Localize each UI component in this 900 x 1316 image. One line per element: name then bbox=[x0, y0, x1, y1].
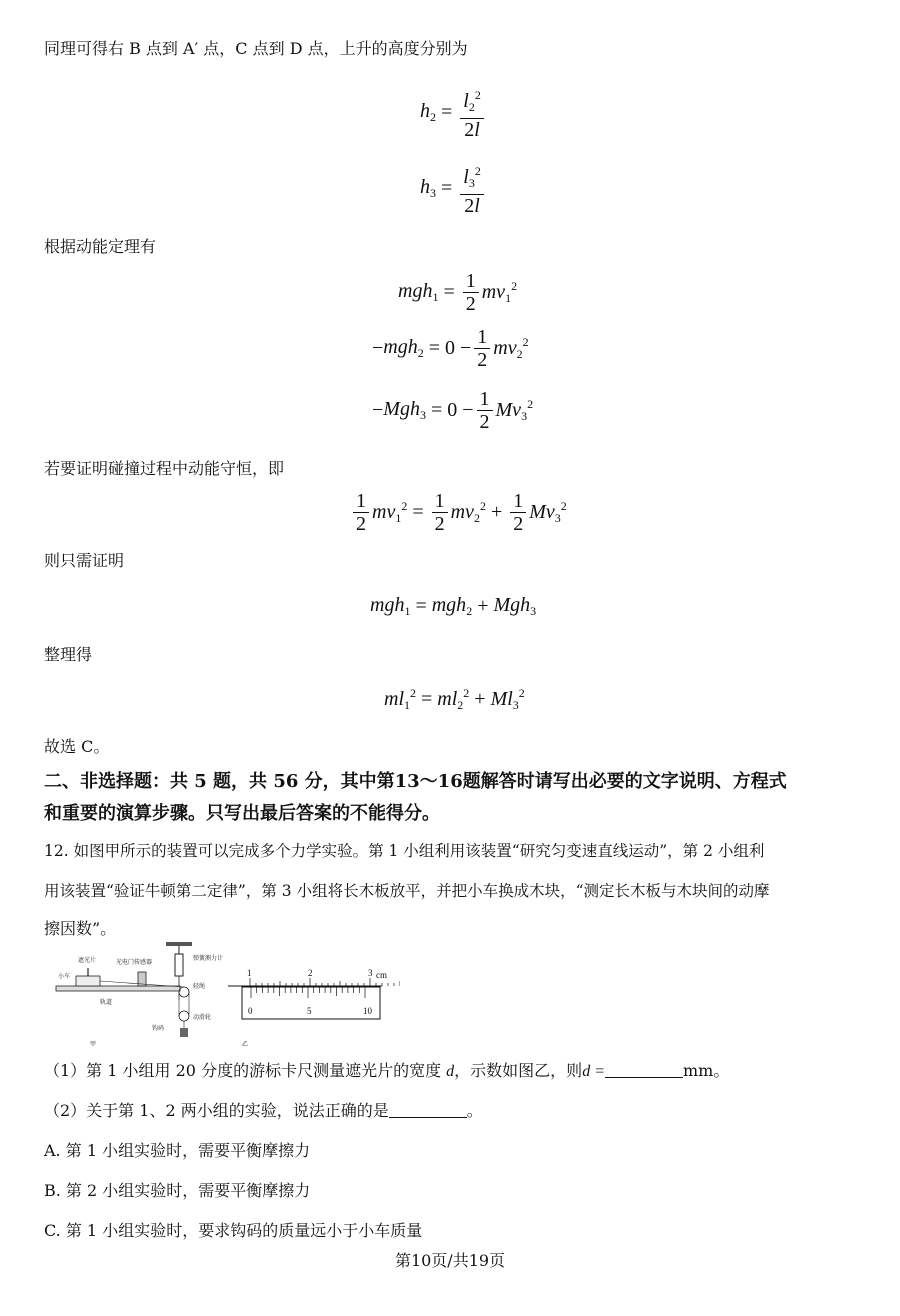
q1-text-a: （1）第 1 小组用 20 分度的游标卡尺测量遮光片的宽度 bbox=[44, 1061, 442, 1080]
q2-end: 。 bbox=[466, 1101, 483, 1120]
main-label-2: 2 bbox=[308, 968, 313, 978]
question-12-line-3: 擦因数”。 bbox=[44, 919, 117, 938]
equation-ml: $ml_1^2$ = $ml_2^2$ + $Ml_3^2$ bbox=[384, 686, 525, 712]
q1-var-d: d bbox=[446, 1063, 455, 1080]
text-line-4: 则只需证明 bbox=[44, 551, 125, 570]
main-label-3: 3 bbox=[368, 968, 373, 978]
section-title-line-2: 和重要的演算步骤。只写出最后答案的不能得分。 bbox=[44, 803, 440, 824]
option-c: C. 第 1 小组实验时，要求钩码的质量远小于小车质量 bbox=[44, 1221, 423, 1240]
equation-h3: $h_3$ = $\frac{l_3^2}{2l}$ bbox=[420, 160, 487, 217]
label-track: 轨道 bbox=[100, 999, 113, 1006]
question-12-line-1: 12. 如图甲所示的装置可以完成多个力学实验。第 1 小组利用该装置“研究匀变速直线运动”，第 2 小组利 bbox=[44, 842, 765, 860]
vernier-caliper bbox=[228, 968, 400, 1048]
text-line-5: 整理得 bbox=[44, 645, 93, 664]
text-line-3: 若要证明碰撞过程中动能守恒，即 bbox=[44, 459, 285, 478]
vernier-label-5: 5 bbox=[307, 1006, 312, 1016]
label-weight: 钩码 bbox=[152, 1025, 165, 1032]
q2-text: （2）关于第 1、2 两小组的实验，说法正确的是 bbox=[44, 1101, 389, 1120]
label-sensor: 光电门传感器 bbox=[116, 959, 153, 966]
question-part-2 bbox=[44, 1100, 870, 1122]
car bbox=[76, 976, 100, 986]
text-line-2: 根据动能定理有 bbox=[44, 237, 157, 256]
answer-blank-2[interactable] bbox=[389, 1101, 467, 1118]
label-pulley: 动滑轮 bbox=[193, 1014, 212, 1021]
equation-mgh: mgh$_1$ = mgh$_2$ + Mgh$_3$ bbox=[370, 594, 537, 618]
track bbox=[56, 986, 180, 991]
experiment-figure bbox=[50, 940, 400, 1054]
equation-h2: $h_2$ = $\frac{l_2^2}{2l}$ bbox=[420, 84, 487, 141]
answer-blank-1[interactable] bbox=[605, 1061, 683, 1078]
label-jia: 甲 bbox=[90, 1041, 97, 1048]
label-shade: 遮光片 bbox=[78, 957, 97, 964]
main-label-cm: cm bbox=[376, 970, 387, 980]
label-car: 小车 bbox=[58, 973, 71, 980]
option-b: B. 第 2 小组实验时，需要平衡摩擦力 bbox=[44, 1181, 311, 1200]
q1-eq: d = bbox=[582, 1063, 605, 1080]
movable-pulley bbox=[179, 1011, 189, 1021]
q1-text-b: ，示数如图乙，则 bbox=[454, 1061, 583, 1080]
equation-kinetic-conservation: $\frac{1}{2}$ $mv_1^2$ = $\frac{1}{2}$ $mv_2^2$ + $\frac{1}{2}$ $Mv_3^2$ bbox=[350, 490, 567, 535]
page-footer: 第10页/共19页 bbox=[394, 1251, 506, 1270]
ceiling-mount bbox=[166, 942, 192, 946]
pulley bbox=[179, 987, 189, 997]
label-yi: 乙 bbox=[242, 1041, 249, 1048]
equation-energy-1: mgh$_1$ = $\frac{1}{2}$ $mv_1^2$ bbox=[398, 270, 518, 315]
main-label-1: 1 bbox=[247, 968, 252, 978]
vernier-label-0: 0 bbox=[248, 1006, 253, 1016]
weight bbox=[180, 1028, 188, 1037]
label-spring: 弹簧测力计 bbox=[193, 955, 224, 962]
section-title-line-1: 二、非选择题：共 5 题，共 56 分，其中第13～16题解答时请写出必要的文字说明、方程式 bbox=[44, 771, 787, 792]
vernier-label-10: 10 bbox=[363, 1006, 372, 1016]
label-rope: 轻绳 bbox=[193, 983, 206, 990]
q1-text-c: mm。 bbox=[682, 1061, 730, 1080]
equation-energy-2: − mgh$_2$ = 0 − $\frac{1}{2}$ $mv_2^2$ bbox=[372, 326, 529, 371]
equation-energy-3: − Mgh$_3$ = 0 − $\frac{1}{2}$ $Mv_3^2$ bbox=[372, 388, 534, 433]
text-line-6: 故选 C。 bbox=[44, 737, 110, 756]
option-a: A. 第 1 小组实验时，需要平衡摩擦力 bbox=[44, 1141, 311, 1160]
apparatus-diagram bbox=[50, 940, 400, 1050]
spring-scale bbox=[175, 954, 183, 976]
text-line-1: 同理可得右 B 点到 A′ 点，C 点到 D 点，上升的高度分别为 bbox=[44, 39, 468, 58]
question-12-line-2: 用该装置“验证牛顿第二定律”，第 3 小组将长木板放平，并把小车换成木块，“测定长木板与木块间的动摩 bbox=[44, 882, 770, 900]
question-part-1 bbox=[44, 1060, 870, 1083]
